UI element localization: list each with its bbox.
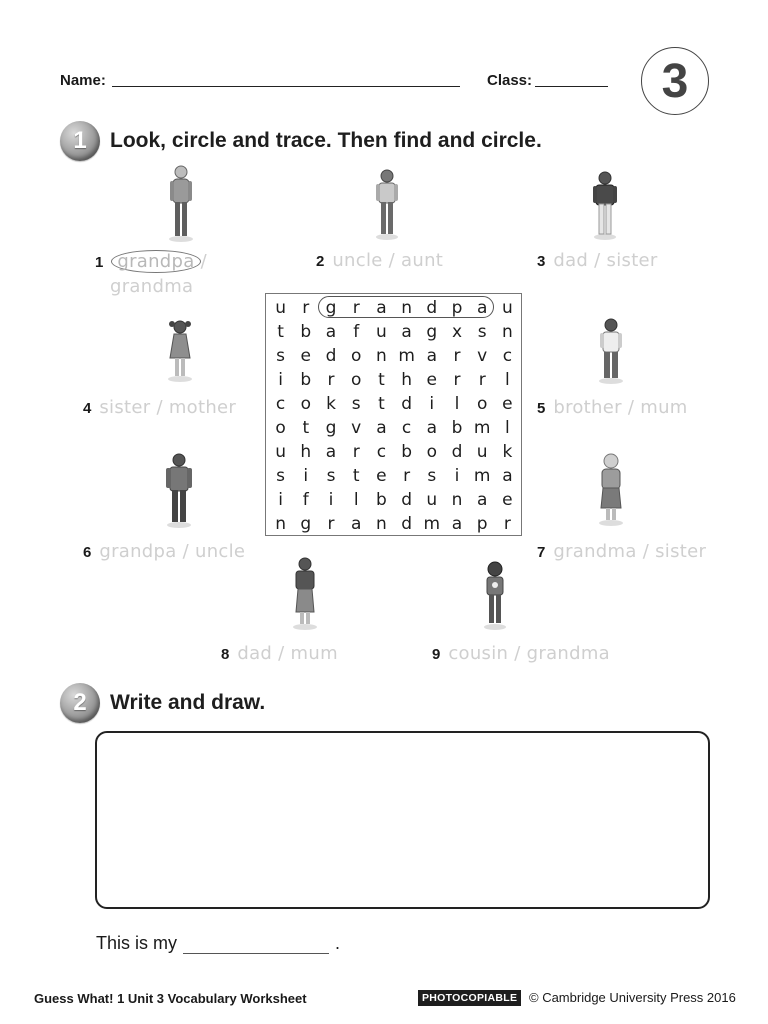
drawing-area[interactable] <box>95 731 710 909</box>
grid-cell[interactable]: m <box>398 346 415 366</box>
section-1-title: Look, circle and trace. Then find and circle. <box>110 129 542 152</box>
option-9-text: cousin / grandma <box>448 643 611 664</box>
grid-cell[interactable]: e <box>502 394 513 414</box>
grid-cell[interactable]: o <box>350 346 362 366</box>
option-2[interactable] <box>316 250 443 271</box>
grid-cell[interactable]: b <box>451 418 463 438</box>
grid-cell[interactable]: g <box>426 322 438 342</box>
grid-cell[interactable]: c <box>502 346 513 366</box>
grid-cell[interactable]: u <box>426 490 438 510</box>
grandpa-figure <box>166 164 196 242</box>
name-label: Name: <box>60 72 106 89</box>
grid-cell[interactable]: r <box>453 346 461 366</box>
grid-cell[interactable]: t <box>302 418 310 438</box>
grid-cell[interactable]: s <box>276 466 286 486</box>
grid-cell[interactable]: r <box>403 466 411 486</box>
option-2-number: 2 <box>316 253 325 270</box>
grid-cell[interactable]: h <box>401 370 412 390</box>
grid-cell[interactable]: a <box>401 322 412 342</box>
option-1-rest: / <box>200 251 207 272</box>
aunt-figure <box>373 168 401 240</box>
grid-cell[interactable]: a <box>502 466 513 486</box>
grid-cell[interactable]: g <box>325 298 337 318</box>
grid-cell[interactable]: r <box>302 298 310 318</box>
sentence-blank[interactable] <box>183 940 329 954</box>
option-6-number: 6 <box>83 544 92 561</box>
grid-cell[interactable]: i <box>278 490 283 510</box>
class-field[interactable] <box>535 86 608 87</box>
grid-cell[interactable]: n <box>401 298 412 318</box>
grid-cell[interactable]: e <box>376 466 387 486</box>
grid-cell[interactable]: u <box>476 442 488 462</box>
class-label: Class: <box>487 72 533 89</box>
grid-cell[interactable]: a <box>426 418 437 438</box>
grid-cell[interactable]: m <box>473 418 491 438</box>
mum-figure <box>290 556 320 630</box>
option-4[interactable] <box>83 397 236 418</box>
grid-cell[interactable]: c <box>275 394 286 414</box>
grid-cell[interactable]: n <box>502 322 513 342</box>
option-6-text: grandpa / uncle <box>99 541 246 562</box>
grid-cell[interactable]: u <box>275 298 286 318</box>
grid-cell[interactable]: d <box>401 490 412 510</box>
grid-cell[interactable]: r <box>352 298 360 318</box>
grid-cell[interactable]: r <box>327 514 335 534</box>
grid-cell[interactable]: o <box>350 370 362 390</box>
option-1[interactable] <box>95 250 207 273</box>
grid-cell[interactable]: d <box>401 394 412 414</box>
grid-cell[interactable]: r <box>352 442 360 462</box>
grid-cell[interactable]: m <box>423 514 441 534</box>
grid-cell[interactable]: b <box>300 370 312 390</box>
grid-cell[interactable]: b <box>376 490 387 510</box>
grid-cell[interactable]: i <box>429 394 435 414</box>
option-5[interactable] <box>537 397 688 418</box>
footer-copyright: © Cambridge University Press 2016 <box>529 990 736 1005</box>
cousin-figure <box>481 560 509 630</box>
grid-cell[interactable]: o <box>426 442 437 462</box>
grid-cell[interactable]: d <box>451 442 463 462</box>
grid-cell[interactable]: n <box>451 490 463 510</box>
option-7-number: 7 <box>537 544 546 561</box>
grid-cell[interactable]: a <box>476 490 488 510</box>
option-7[interactable] <box>537 541 706 562</box>
grid-cell[interactable]: i <box>454 466 460 486</box>
grid-cell[interactable]: r <box>453 370 461 390</box>
section-1-badge: 1 <box>60 121 100 161</box>
grid-cell[interactable]: i <box>278 370 283 390</box>
sentence-start: This is my <box>96 933 177 953</box>
grid-cell[interactable]: o <box>275 418 286 438</box>
option-2-text: uncle / aunt <box>332 250 444 271</box>
grid-cell[interactable]: s <box>477 322 487 342</box>
grid-cell[interactable]: i <box>303 466 309 486</box>
grid-cell[interactable]: m <box>473 466 491 486</box>
grid-cell[interactable]: f <box>302 490 309 510</box>
option-1-line2: grandma <box>110 276 194 297</box>
sentence-end: . <box>335 933 341 953</box>
grid-cell[interactable]: t <box>352 466 360 486</box>
name-field[interactable] <box>112 86 460 87</box>
grid-cell[interactable]: a <box>376 418 387 438</box>
grid-cell[interactable]: p <box>476 514 488 534</box>
option-8-text: dad / mum <box>237 643 338 664</box>
option-4-number: 4 <box>83 400 92 417</box>
option-1-text <box>111 250 207 273</box>
grid-cell[interactable]: e <box>426 370 438 390</box>
unit-number: 3 <box>641 47 709 115</box>
grid-cell[interactable]: b <box>401 442 412 462</box>
option-6[interactable] <box>83 541 245 562</box>
option-5-number: 5 <box>537 400 546 417</box>
option-8-number: 8 <box>221 646 230 663</box>
grid-cell[interactable]: l <box>353 490 359 510</box>
grid-cell[interactable]: i <box>328 490 334 510</box>
grid-cell[interactable]: x <box>451 322 463 342</box>
option-8[interactable] <box>221 643 338 664</box>
grid-cell[interactable]: l <box>505 370 510 390</box>
word-search-circle-grandpa <box>318 296 494 318</box>
grid-cell[interactable]: t <box>378 370 385 390</box>
option-1-circled-word: grandpa <box>111 250 200 273</box>
grid-cell[interactable]: s <box>276 346 286 366</box>
grid-cell[interactable]: n <box>376 346 387 366</box>
grid-cell[interactable]: k <box>326 394 336 414</box>
footer-title: Guess What! 1 Unit 3 Vocabulary Worksheet <box>34 991 307 1006</box>
grid-cell[interactable]: d <box>426 298 438 318</box>
grid-cell[interactable]: d <box>325 346 337 366</box>
grid-cell[interactable]: b <box>300 322 312 342</box>
option-5-text: brother / mum <box>553 397 688 418</box>
grid-cell[interactable]: u <box>502 298 513 318</box>
option-9-number: 9 <box>432 646 441 663</box>
grid-cell[interactable]: p <box>451 298 463 318</box>
grid-cell[interactable]: c <box>401 418 412 438</box>
grid-cell[interactable]: k <box>502 442 513 462</box>
option-3-number: 3 <box>537 253 546 270</box>
section-2-badge: 2 <box>60 683 100 723</box>
sister-figure <box>165 318 195 382</box>
brother-figure <box>596 316 626 384</box>
grid-cell[interactable]: s <box>427 466 437 486</box>
grid-cell[interactable]: u <box>376 322 387 342</box>
option-9[interactable] <box>432 643 610 664</box>
dad-figure <box>591 170 619 240</box>
option-7-text: grandma / sister <box>553 541 707 562</box>
grid-cell[interactable]: e <box>300 346 312 366</box>
grid-cell[interactable]: t <box>378 394 385 414</box>
grid-cell[interactable]: g <box>300 514 312 534</box>
grid-cell[interactable]: d <box>401 514 412 534</box>
grid-cell[interactable]: v <box>351 418 362 438</box>
option-3-text: dad / sister <box>553 250 658 271</box>
option-3[interactable] <box>537 250 658 271</box>
grid-cell[interactable]: f <box>353 322 360 342</box>
grid-cell[interactable]: a <box>325 442 337 462</box>
grid-cell[interactable]: o <box>300 394 311 414</box>
grid-cell[interactable]: g <box>325 418 337 438</box>
grid-cell[interactable]: r <box>327 370 335 390</box>
grid-cell[interactable]: t <box>277 322 284 342</box>
grid-cell[interactable]: l <box>454 394 460 414</box>
grid-cell[interactable]: a <box>451 514 463 534</box>
photocopiable-badge: PHOTOCOPIABLE <box>418 990 521 1006</box>
option-1-number: 1 <box>95 254 104 271</box>
uncle-figure <box>163 452 195 528</box>
grid-cell[interactable]: r <box>503 514 511 534</box>
grid-cell[interactable]: a <box>426 346 437 366</box>
grid-cell[interactable]: v <box>477 346 488 366</box>
grid-cell[interactable]: a <box>476 298 488 318</box>
grid-cell[interactable]: a <box>325 322 337 342</box>
option-4-text: sister / mother <box>99 397 237 418</box>
grid-cell[interactable]: n <box>275 514 286 534</box>
grid-cell[interactable]: l <box>505 418 510 438</box>
word-search-grid[interactable] <box>268 296 520 536</box>
grid-cell[interactable]: n <box>376 514 387 534</box>
grid-cell[interactable]: a <box>350 514 362 534</box>
grid-cell[interactable]: c <box>376 442 387 462</box>
grid-cell[interactable]: o <box>476 394 488 414</box>
grid-cell[interactable]: h <box>300 442 312 462</box>
grid-cell[interactable]: s <box>326 466 336 486</box>
grid-cell[interactable]: r <box>478 370 486 390</box>
grid-cell[interactable]: u <box>275 442 286 462</box>
grid-cell[interactable]: s <box>351 394 361 414</box>
grid-cell[interactable]: e <box>502 490 513 510</box>
grid-cell[interactable]: a <box>376 298 387 318</box>
grandma-figure <box>596 452 626 526</box>
write-sentence <box>96 933 340 954</box>
section-2-title: Write and draw. <box>110 691 266 714</box>
